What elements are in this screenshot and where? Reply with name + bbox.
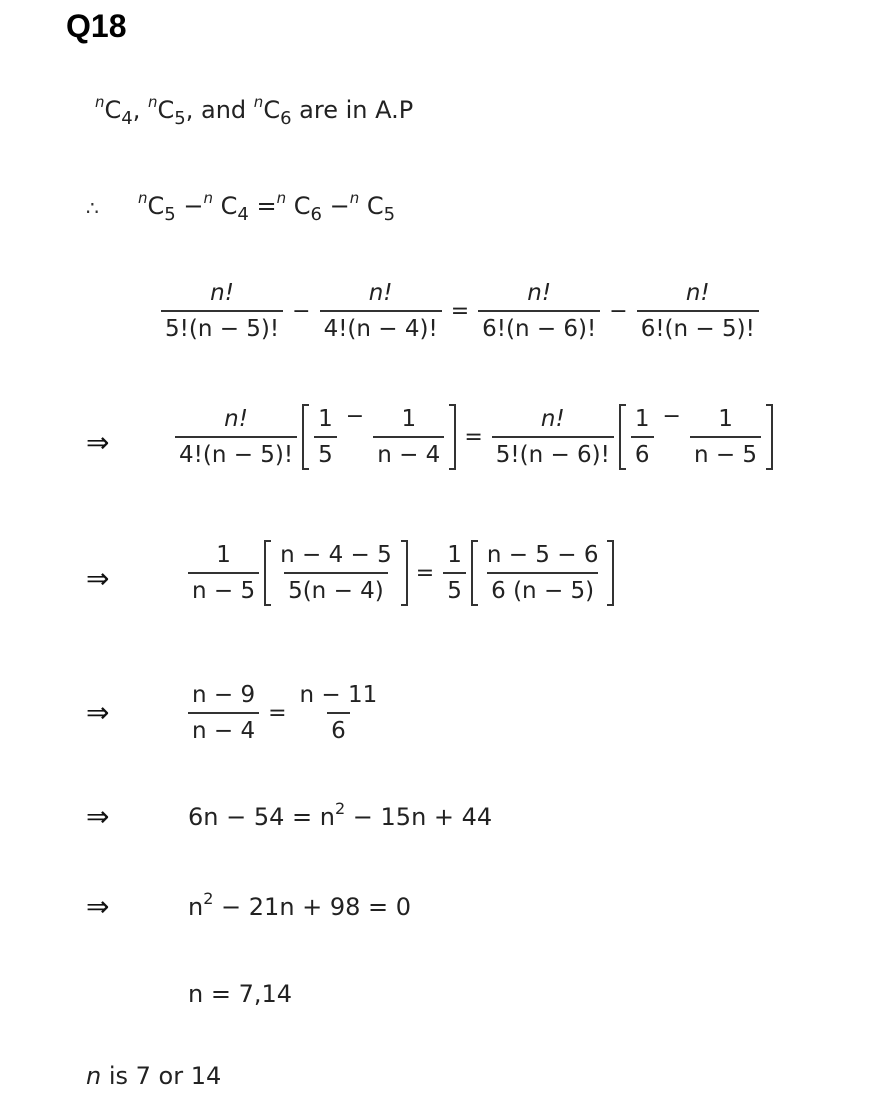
sup-n: n [276, 189, 287, 207]
c-symbol: C [104, 96, 122, 124]
c-symbol: C [220, 192, 238, 220]
sup-n: n [349, 189, 360, 207]
bracket-group [617, 404, 775, 470]
fraction [320, 278, 442, 344]
c-symbol: C [263, 96, 281, 124]
step-2-equation [172, 404, 775, 470]
sup-n: n [95, 93, 105, 111]
numerator: 1 [447, 542, 462, 568]
fraction [296, 680, 382, 746]
fraction [161, 278, 283, 344]
fraction [483, 540, 603, 606]
c-symbol: C [157, 96, 175, 124]
exponent: 2 [203, 889, 214, 908]
step-3-equation [185, 540, 616, 606]
expression-part: − 15n + 44 [345, 803, 493, 831]
numerator: n − 11 [299, 682, 378, 708]
step-4-equation [185, 680, 384, 746]
minus: − [183, 192, 204, 220]
denominator: 6!(n − 5)! [637, 310, 759, 344]
numerator: 1 [216, 542, 231, 568]
right-bracket [766, 404, 773, 470]
numerator: n! [224, 406, 248, 432]
equals: = [256, 192, 277, 220]
expression-part: 6n − 54 = n [188, 803, 335, 831]
denominator: 5 [314, 436, 337, 470]
c-symbol: C [147, 192, 165, 220]
denominator: 5!(n − 6)! [492, 436, 614, 470]
denominator: 5(n − 4) [284, 572, 388, 606]
implies-icon: ⇒ [86, 696, 110, 729]
implies-icon: ⇒ [86, 800, 110, 833]
sub-6: 6 [310, 204, 322, 225]
denominator: 6 [327, 712, 350, 746]
ap-text: are in A.P [299, 96, 414, 124]
bracket-group [469, 540, 617, 606]
equals: = [415, 560, 435, 586]
left-bracket [264, 540, 271, 606]
fraction [175, 404, 297, 470]
numerator: n! [685, 280, 710, 306]
left-bracket [471, 540, 478, 606]
expression-part: n [188, 893, 204, 921]
sub-4: 4 [121, 108, 133, 129]
fraction [276, 540, 396, 606]
implies-icon: ⇒ [86, 890, 110, 923]
minus: − [292, 298, 311, 324]
fraction [492, 404, 614, 470]
sub-5: 5 [174, 108, 186, 129]
left-bracket [619, 404, 626, 470]
denominator: n − 5 [690, 436, 761, 470]
conclusion-text: is 7 or 14 [101, 1062, 222, 1090]
numerator: 1 [634, 406, 650, 432]
sub-6: 6 [280, 108, 292, 129]
bracket-group [262, 540, 410, 606]
equals: = [464, 424, 483, 450]
fraction [631, 404, 654, 470]
fraction [373, 404, 444, 470]
sub-4: 4 [237, 204, 249, 225]
denominator: 4!(n − 5)! [175, 436, 297, 470]
equals: = [268, 700, 287, 726]
fraction [443, 540, 466, 606]
numerator: n! [368, 280, 393, 306]
numerator: n − 9 [192, 682, 256, 708]
numerator: n − 5 − 6 [486, 542, 599, 568]
exponent: 2 [334, 799, 346, 818]
left-bracket [302, 404, 309, 470]
ap-condition-line [138, 189, 396, 225]
sup-n: n [253, 93, 264, 111]
minus: − [329, 192, 350, 220]
variable-n: n [86, 1062, 102, 1090]
sub-5: 5 [383, 204, 396, 225]
fraction [690, 404, 761, 470]
denominator: 5!(n − 5)! [161, 310, 283, 344]
equals: = [450, 298, 470, 324]
fraction [478, 278, 600, 344]
premise-line: $^nC_4$, $^nC_5$, and $^nC_6$ are in A.P [95, 93, 414, 129]
denominator: n − 5 [188, 572, 259, 606]
numerator: n − 4 − 5 [280, 542, 392, 568]
fraction [314, 404, 337, 470]
right-bracket [607, 540, 614, 606]
minus: − [609, 298, 628, 324]
numerator: n! [540, 406, 565, 432]
solution-values: n = 7,14 [188, 980, 293, 1008]
numerator: 1 [718, 406, 733, 432]
question-title: Q18 [66, 8, 127, 44]
denominator: 5 [443, 572, 466, 606]
fraction [188, 680, 259, 746]
denominator: 6!(n − 6)! [478, 310, 600, 344]
denominator: 4!(n − 4)! [320, 310, 442, 344]
expression-part: − 21n + 98 = 0 [213, 893, 412, 921]
step-5-equation [188, 799, 493, 831]
right-bracket [401, 540, 408, 606]
numerator: 1 [401, 406, 417, 432]
therefore-icon: ∴ [86, 196, 99, 220]
implies-icon: ⇒ [86, 562, 110, 595]
denominator: 6 [631, 436, 654, 470]
right-bracket [449, 404, 456, 470]
denominator: n − 4 [188, 712, 259, 746]
c-symbol: C [293, 192, 311, 220]
numerator: 1 [318, 406, 333, 432]
sup-n: n [138, 189, 148, 207]
step-1-equation [158, 278, 762, 344]
c-symbol: C [366, 192, 384, 220]
denominator: n − 4 [373, 436, 444, 470]
fraction [188, 540, 259, 606]
implies-icon: ⇒ [86, 426, 110, 459]
sup-n: n [203, 189, 213, 207]
minus: − [345, 404, 365, 429]
sub-5: 5 [164, 204, 176, 225]
numerator: n! [527, 280, 552, 306]
step-6-equation [188, 889, 412, 921]
minus: − [662, 404, 681, 429]
numerator: n! [210, 280, 234, 306]
sup-n: n [148, 93, 158, 111]
fraction [637, 278, 759, 344]
conclusion [86, 1062, 221, 1090]
denominator: 6 (n − 5) [487, 572, 598, 606]
and-text: , and [185, 96, 247, 124]
bracket-group [300, 404, 458, 470]
